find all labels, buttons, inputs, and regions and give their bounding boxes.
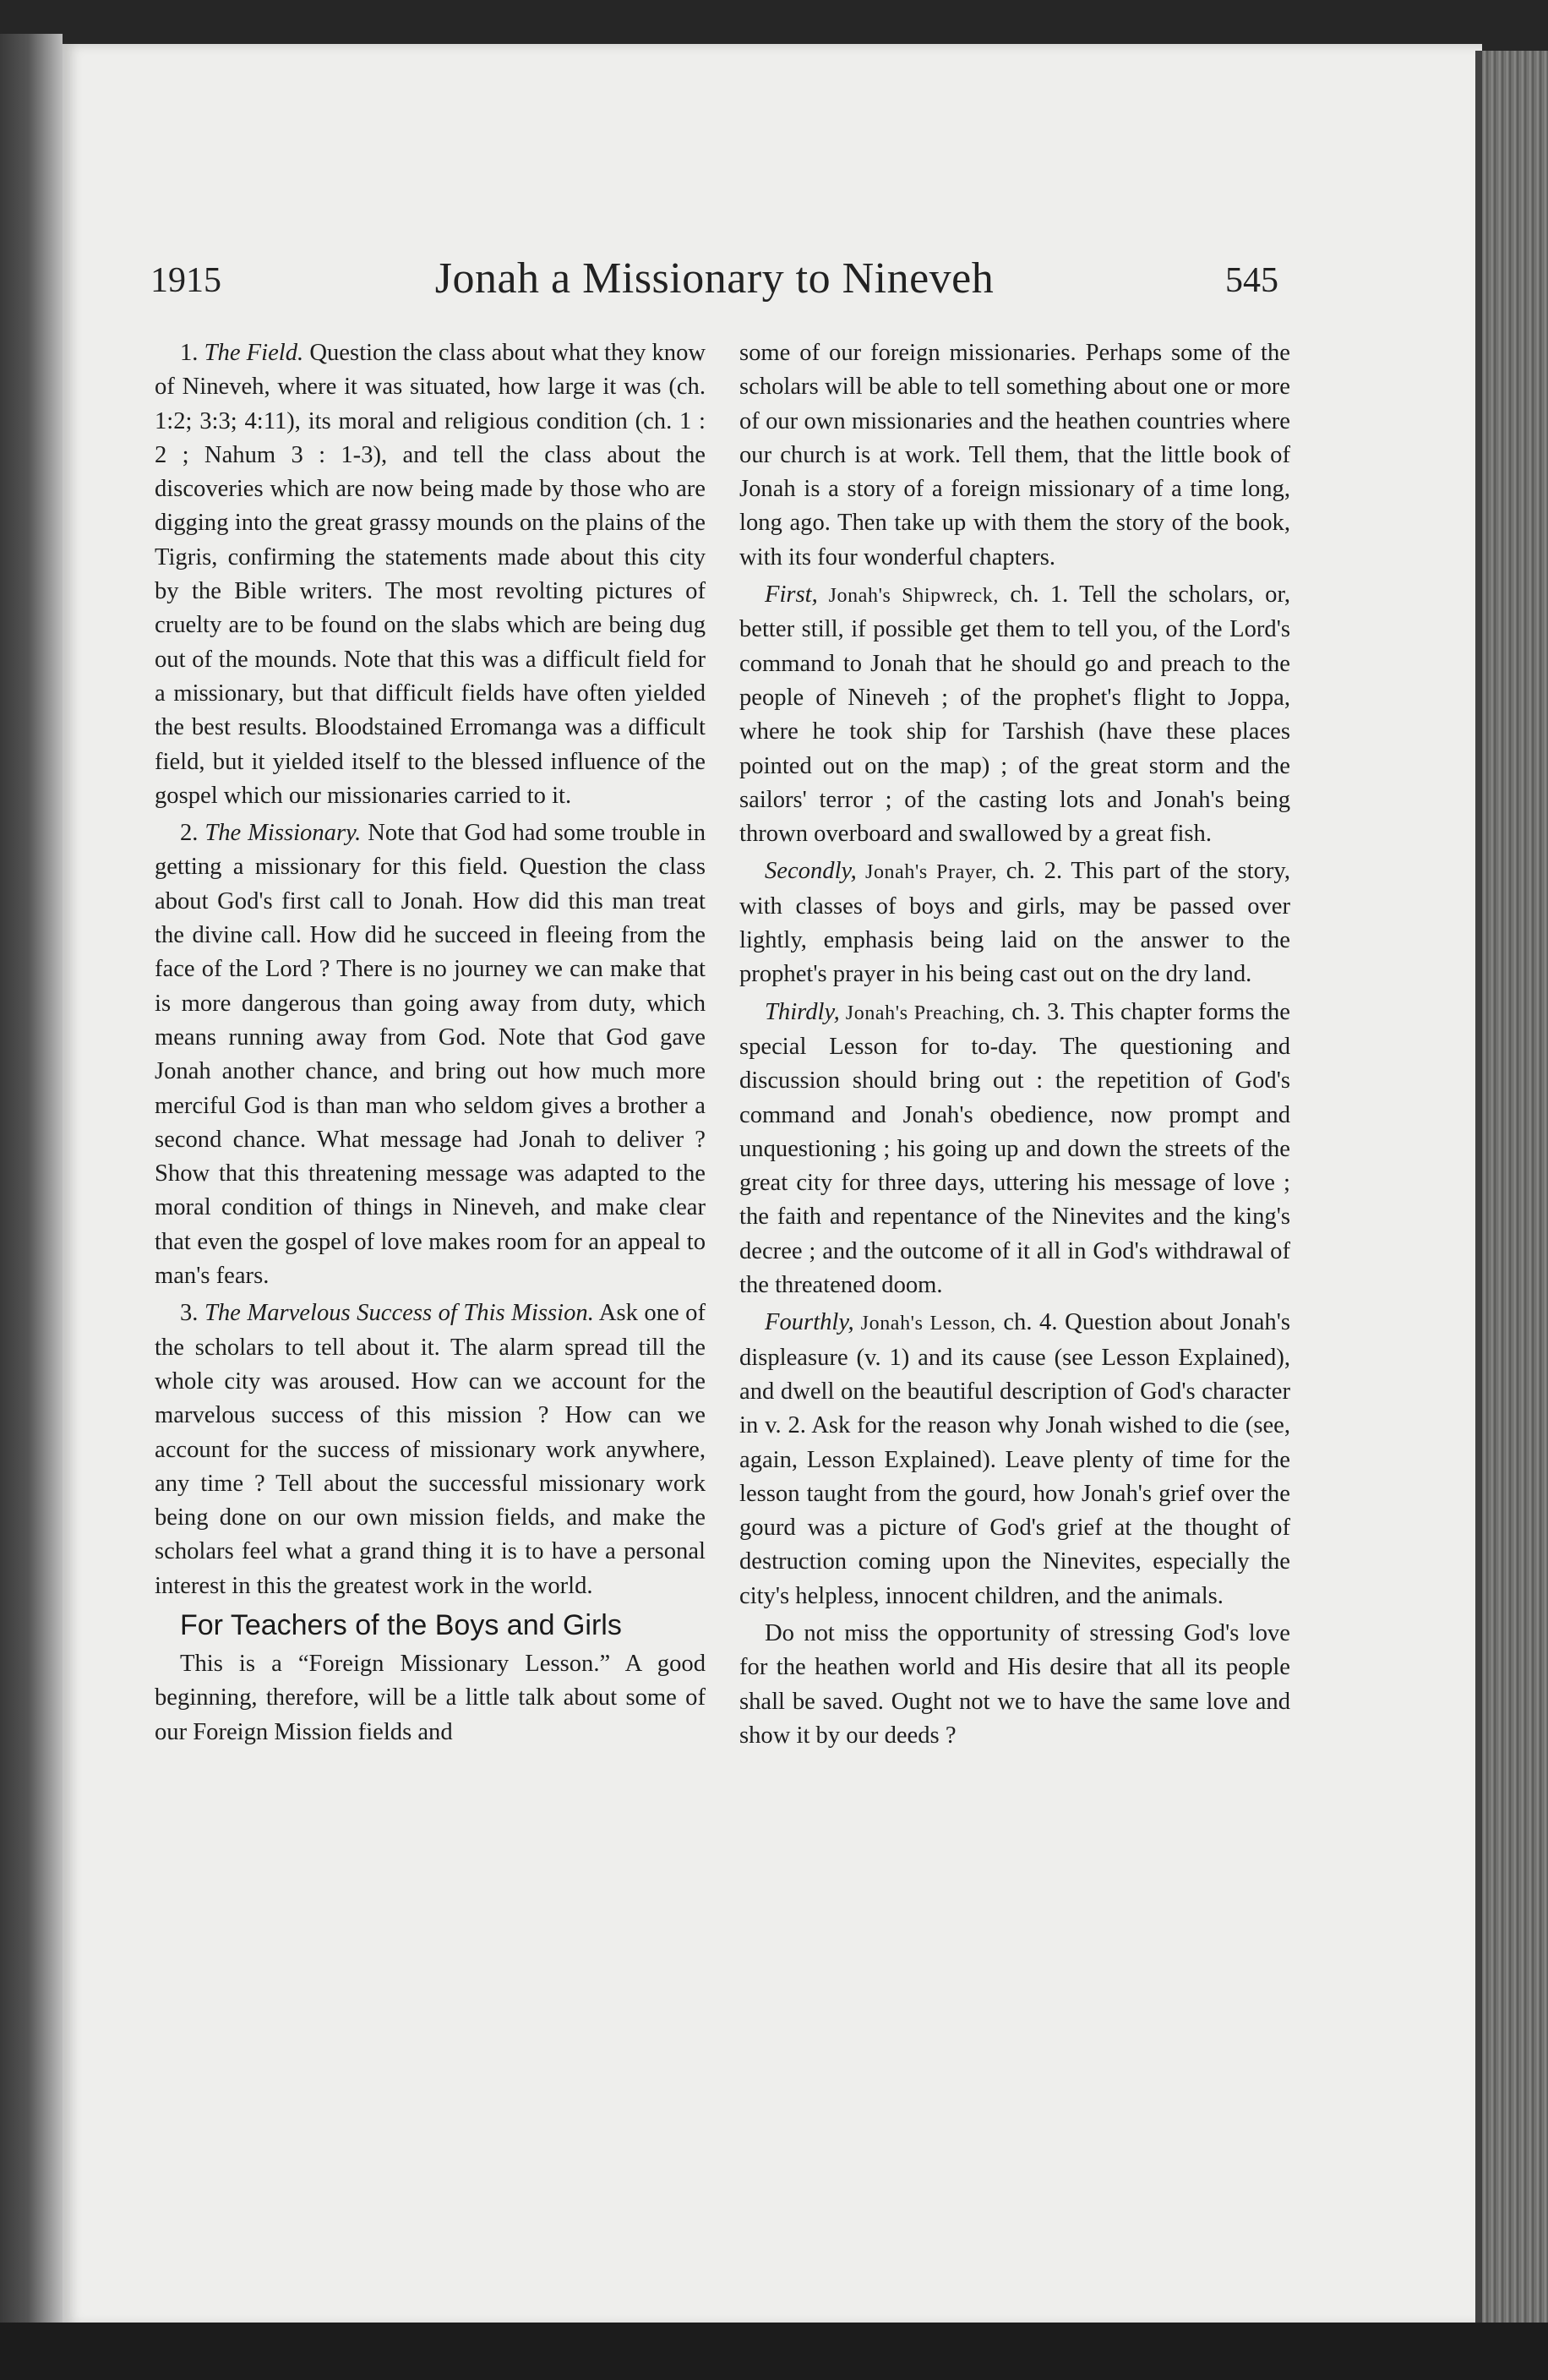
paragraph-number: 3.: [180, 1300, 204, 1327]
paragraph-first: [739, 578, 1290, 851]
page-number: 545: [1225, 261, 1278, 300]
paragraph-lead: First,: [765, 581, 818, 609]
paragraph-number: 2.: [180, 820, 205, 847]
paragraph-title: The Field.: [204, 340, 304, 366]
paragraph-secondly: [739, 854, 1290, 991]
paragraph-body: Note that God had some trouble in getting a missionary for this field. Question the class about God's first call to Jonah. How did this man treat the divine call. How did he succeed in fleeing from the face of the Lord ? There is no journey we can make that is more dangerous than going away from duty, which means running away from God. Note that God gave Jonah another chance, and bring out how much more merciful God is than man who seldom gives a brother a second chance. What message had Jonah to deliver ? Show that this threatening message was adapted to the moral condition of things in Nineveh, and make clear that even the gospel of love makes room for an appeal to man's fears.: [155, 820, 706, 1290]
paragraph-heading: Jonah's Shipwreck,: [817, 585, 999, 608]
paragraph-fourthly: [739, 1306, 1290, 1613]
paragraph-lead: Thirdly,: [765, 998, 840, 1025]
header-title: Jonah a Missionary to Nineveh: [434, 254, 995, 303]
paragraph-heading: Jonah's Preaching,: [839, 1002, 1006, 1024]
paragraph-number: 1.: [180, 340, 204, 366]
running-header: [150, 254, 1278, 321]
left-column: [155, 336, 706, 1753]
header-year: 1915: [150, 261, 221, 300]
section-heading: For Teachers of the Boys and Girls: [180, 1608, 622, 1641]
paragraph-continuation: some of our foreign missionaries. Perhaps some of the scholars will be able to tell something about one or more of our own missionaries and the heathen countries where our church is at work. Tell them, that the little book of Jonah is a story of a foreign missionary of a time long, long ago. Then take up with them the story of the book, with its four wonderful chapters.: [739, 340, 1290, 570]
paragraph-body: Ask one of the scholars to tell about it. The alarm spread till the whole city was aroused. How can we account for the marvelous success of this mission ? How can we account for the success of missionary work anywhere, any time ? Tell about the successful missionary work being done on our own mission fields, and make the scholars feel what a grand thing it is to have a personal interest in this the greatest work in the world.: [155, 1300, 706, 1599]
book-page-edges: [1482, 51, 1548, 2324]
paragraph-marvelous-success: [155, 1296, 706, 1603]
paragraph-body: ch. 3. This chapter forms the special Lesson for to-day. The questioning and discussion should bring out : the repetition of God's command and Jonah's obedience, now prompt and unquestioning ; his going up and down the streets of the great city for three days, uttering his message of love ; the faith and repentance of the Ninevites and the king's decree ; and the outcome of it all in God's withdrawal of the threatened doom.: [739, 998, 1290, 1299]
paragraph-heading: Jonah's Lesson,: [853, 1313, 996, 1335]
paragraph-lead: Secondly,: [765, 858, 857, 885]
paragraph-body: Question the class about what they know of Nineveh, where it was situated, how large it was (ch. 1:2; 3:3; 4:11), its moral and religious condition (ch. 1 : 2 ; Nahum 3 : 1-3), and tell the class about the discoveries which are now being made by those who are digging into the great grassy mounds on the plains of the Tigris, confirming the statements made about this city by the Bible writers. The most revolting pictures of cruelty are to be found on the slabs which are being dug out of the mounds. Note that this was a difficult field for a missionary, but that difficult fields have often yielded the best results. Bloodstained Erromanga was a difficult field, but it yielded itself to the blessed influence of the gospel which our missionaries carried to it.: [155, 340, 706, 809]
book-gutter-shadow: [0, 34, 63, 2341]
paragraph-body: ch. 4. Question about Jonah's displeasure (v. 1) and its cause (see Lesson Explained), and dwell on the beautiful description of God's character in v. 2. Ask for the reason why Jonah wished to die (see, again, Lesson Explained). Leave plenty of time for the lesson taught from the gourd, how Jonah's grief over the gourd was a picture of God's grief at the thought of destruction coming upon the Ninevites, especially the city's helpless, innocent children, and the animals.: [739, 1309, 1291, 1609]
paragraph-lead: Fourthly,: [765, 1309, 854, 1336]
paragraph-title: The Missionary.: [204, 820, 362, 847]
paragraph-title: The Marvelous Success of This Mission.: [204, 1300, 594, 1327]
paragraph-body: ch. 2. This part of the story, with classes of boys and girls, may be passed over lightly, emphasis being laid on the answer to the prophet's prayer in his being cast out on the dry land.: [739, 858, 1291, 988]
paragraph-closing: Do not miss the opportunity of stressing God's love for the heathen world and His desire that all its people shall be saved. Ought not we to have the same love and show it by our deeds ?: [739, 1619, 1290, 1749]
paragraph-heading: Jonah's Prayer,: [856, 861, 997, 884]
paragraph-the-field: [155, 336, 706, 813]
scan-bottom-border: [0, 2323, 1548, 2380]
right-column: [739, 336, 1290, 1756]
paragraph-thirdly: [739, 996, 1290, 1303]
paragraph-foreign-missionary-lesson: This is a “Foreign Missionary Lesson.” A good beginning, therefore, will be a little talk about some of our Foreign Mission fields and: [155, 1650, 706, 1745]
paragraph-body: ch. 1. Tell the scholars, or, better still, if possible get them to tell you, of the Lord's command to Jonah that he should go and preach to the people of Nineveh ; of the prophet's flight to Joppa, where he took ship for Tarshish (have these places pointed out on the map) ; of the great storm and the sailors' terror ; of the casting lots and Jonah's being thrown overboard and swallowed by a great fish.: [739, 581, 1290, 848]
paragraph-the-missionary: [155, 816, 706, 1293]
